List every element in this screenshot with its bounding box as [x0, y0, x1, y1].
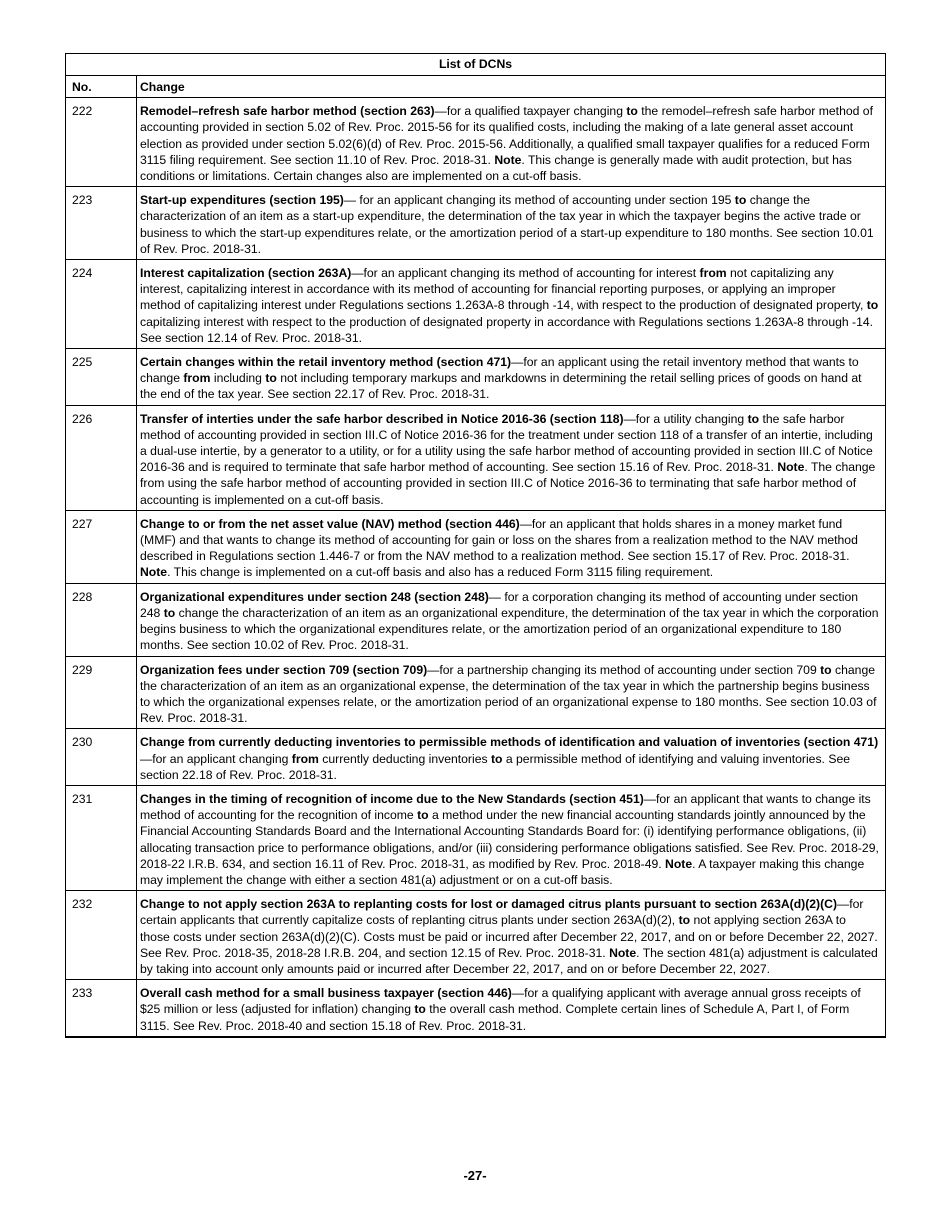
table-row: [66, 980, 886, 1037]
dcn-number: 225: [66, 349, 137, 406]
table-title-row: [66, 54, 886, 76]
bold-text: Note: [665, 856, 693, 871]
table-row: [66, 729, 886, 786]
dcn-number: 231: [66, 785, 137, 890]
dcn-change-description: [137, 260, 886, 349]
text-run: —for an applicant using the retail inventory method that wants to change: [140, 355, 859, 386]
page-number: -27-: [463, 1168, 487, 1183]
bold-text: Transfer of interties under the safe harbor described in Notice 2016-36 (section 118): [140, 411, 624, 426]
bold-text: from: [291, 751, 319, 766]
dcn-number: 228: [66, 583, 137, 656]
table-row: [66, 260, 886, 349]
dcn-number: 224: [66, 260, 137, 349]
dcn-change-description: [137, 785, 886, 890]
table-title: List of DCNs: [66, 54, 886, 76]
bold-text: Change from currently deducting inventories to permissible methods of identification and valuation of inventories (section 471): [140, 735, 879, 750]
text-run: change the characterization of an item as an organizational expenditure, the determination of the tax year in which the corporation begins business to which the organizational expenditures relate, or the amortization period of an organizational expenditure to 180 months. See section 10.02 of Rev. Proc. 2018-31.: [140, 605, 879, 653]
text-run: —for a qualified taxpayer changing: [434, 104, 627, 119]
bold-text: to: [747, 411, 760, 426]
bold-text: Change to not apply section 263A to replanting costs for lost or damaged citrus plants pursuant to section 263A(d)(2)(C): [140, 897, 838, 912]
column-header-change: Change: [137, 76, 886, 98]
dcn-change-description: [137, 349, 886, 406]
text-run: . A taxpayer making this change may implement the change with either a section 481(a) adjustment or on a cut-off basis.: [140, 856, 865, 887]
text-run: change the characterization of an item as a start-up expenditure, the determination of the tax year in which the taxpayer begins the active trade or business to which the start-up expenditures relate, or the amortization period of a start-up expenditure to 180 months. See section 10.01 of Rev. Proc. 2018-31.: [140, 193, 874, 256]
bold-text: to: [490, 751, 503, 766]
dcn-change-description: [137, 729, 886, 786]
bold-text: to: [265, 371, 277, 386]
bold-text: Note: [494, 152, 522, 167]
table-row: [66, 891, 886, 980]
dcn-number: 230: [66, 729, 137, 786]
text-run: the remodel–refresh safe harbor method of accounting provided in section 5.02 of Rev. Proc. 2015-56 for its qualified costs, including the making of a late general asset account election as provided under section 5.02(6)(d) of Rev. Proc. 2015-56. Additionally, a qualified small taxpayer qualifies for a reduced Form 3115 filing requirement. See section 11.10 of Rev. Proc. 2018-31.: [140, 104, 873, 167]
table-row: [66, 583, 886, 656]
bold-text: Note: [140, 565, 168, 580]
text-run: not including temporary markups and markdowns in determining the retail selling prices of goods on hand at the end of the tax year. See section 22.17 of Rev. Proc. 2018-31.: [140, 371, 862, 402]
document-page: [65, 53, 885, 1038]
text-run: the safe harbor method of accounting provided in section III.C of Notice 2016-36 for the treatment under section 118 of a transfer of an intertie, including a dual-use intertie, by a generator to a utility, or for a utility using the safe harbor method of accounting provided in section III.C of Notice 2016-36 and is required to terminate that safe harbor method of accounting. See section 15.16 of Rev. Proc. 2018-31.: [140, 411, 873, 475]
bold-text: to: [163, 605, 176, 620]
bold-text: to: [734, 193, 747, 208]
text-run: —for certain applicants that currently capitalize costs of replanting citrus plants under section 263A(d)(2),: [140, 897, 864, 928]
dcn-number: 227: [66, 510, 137, 583]
table-row: [66, 785, 886, 890]
table-header-row: [66, 76, 886, 98]
bold-text: from: [699, 266, 727, 281]
text-run: — for an applicant changing its method of accounting under section 195: [343, 193, 735, 208]
text-run: —for a qualifying applicant with average annual gross receipts of $25 million or less (adjusted for inflation) changing: [140, 986, 861, 1017]
table-row: [66, 656, 886, 729]
bold-text: Interest capitalization (section 263A): [140, 266, 352, 281]
column-header-no: No.: [66, 76, 137, 98]
dcn-number: 226: [66, 405, 137, 510]
text-run: not applying section 263A to those costs under section 263A(d)(2)(C). Costs must be paid or incurred after December 22, 2017, and on or before December 22, 2027. See Rev. Proc. 2018-35, 2018-28 I.R.B. 204, and section 12.15 of Rev. Proc. 2018-31.: [140, 913, 878, 960]
text-run: —for a utility changing: [623, 411, 748, 426]
bold-text: to: [417, 808, 429, 823]
text-run: currently deducting inventories: [318, 751, 491, 766]
bold-text: to: [414, 1002, 426, 1017]
dcn-change-description: [137, 405, 886, 510]
bold-text: Remodel–refresh safe harbor method (section 263): [140, 104, 435, 119]
table-row: [66, 187, 886, 260]
text-run: not capitalizing any interest, capitalizing interest in accordance with its method of accounting for financial reporting purposes, or applying an improper method of capitalizing interest under Regulations sections 1.263A-8 through -14, with respect to the production of designated property,: [140, 266, 867, 313]
bold-text: Note: [609, 945, 637, 960]
dcn-change-description: [137, 187, 886, 260]
text-run: . This change is generally made with audit protection, but has conditions or limitations. Certain changes also are implemented on a cut-off basis.: [140, 152, 852, 184]
dcn-change-description: [137, 891, 886, 980]
bold-text: Change to or from the net asset value (NAV) method (section 446): [140, 516, 520, 531]
table-row: [66, 405, 886, 510]
bold-text: to: [866, 298, 879, 313]
bold-text: Changes in the timing of recognition of income due to the New Standards (section 451): [140, 791, 644, 806]
text-run: including: [210, 371, 266, 386]
table-row: [66, 510, 886, 583]
text-run: . This change is implemented on a cut-off basis and also has a reduced Form 3115 filing requirement.: [167, 565, 714, 580]
bold-text: to: [678, 913, 691, 928]
table-body: [66, 98, 886, 1037]
table-row: [66, 98, 886, 187]
text-run: —for an applicant that wants to change its method of accounting for the recognition of income: [140, 791, 871, 823]
dcn-change-description: [137, 510, 886, 583]
text-run: a permissible method of identifying and valuing inventories. See section 22.18 of Rev. Proc. 2018-31.: [140, 751, 851, 782]
text-run: . The change from using the safe harbor method of accounting provided in section III.C of Notice 2016-36 to terminating that safe harbor method of accounting is implemented on a cut-off basis.: [140, 460, 876, 507]
bold-text: from: [183, 371, 211, 386]
bold-text: Overall cash method for a small business taxpayer (section 446): [140, 986, 512, 1001]
text-run: —for an applicant changing: [140, 751, 292, 766]
bold-text: Certain changes within the retail inventory method (section 471): [140, 355, 512, 370]
text-run: —for an applicant changing its method of accounting for interest: [351, 266, 700, 281]
bold-text: Organizational expenditures under section 248 (section 248): [140, 589, 489, 604]
dcn-change-description: [137, 583, 886, 656]
text-run: —for an applicant that holds shares in a money market fund (MMF) and that wants to change its method of accounting for gain or loss on the shares from a realization method to the NAV method described in Regulations section 1.446-7 or from the NAV method to a realization method. See section 15.17 of Rev. Proc. 2018-31.: [140, 516, 858, 564]
text-run: —for a partnership changing its method of accounting under section 709: [427, 662, 821, 677]
dcn-number: 223: [66, 187, 137, 260]
dcn-number: 233: [66, 980, 137, 1037]
dcn-change-description: [137, 98, 886, 187]
bold-text: to: [626, 104, 638, 119]
text-run: capitalizing interest with respect to the production of designated property in accordance with Regulations sections 1.263A-8 through -14. See section 12.14 of Rev. Proc. 2018-31.: [140, 314, 874, 345]
dcn-number: 232: [66, 891, 137, 980]
bold-text: Start-up expenditures (section 195): [140, 193, 344, 208]
bold-text: Organization fees under section 709 (section 709): [140, 662, 428, 677]
dcn-change-description: [137, 656, 886, 729]
dcn-number: 229: [66, 656, 137, 729]
text-run: change the characterization of an item as an organizational expense, the determination of the tax year in which the partnership begins business to which the organizational expenses relate, or the amortization period of an organizational expense to 180 months. See section 10.03 of Rev. Proc. 2018-31.: [140, 662, 877, 726]
text-run: a method under the new financial accounting standards jointly announced by the Financial Accounting Standards Board and the International Accounting Standards Board for: (i) identifying performance obligations, (ii) allocating transaction price to performance obligations, and/or (iii) considering performance obligations satisfied. See Rev. Proc. 2018-29, 2018-22 I.R.B. 634, and section 16.11 of Rev. Proc. 2018-31, as modified by Rev. Proc. 2018-49.: [140, 808, 879, 871]
bold-text: Note: [777, 460, 805, 475]
table-row: [66, 349, 886, 406]
dcn-table: [65, 53, 886, 1038]
text-run: the overall cash method. Complete certain lines of Schedule A, Part I, of Form 3115. See Rev. Proc. 2018-40 and section 15.18 of Rev. Proc. 2018-31.: [140, 1002, 850, 1033]
text-run: — for a corporation changing its method of accounting under section 248: [140, 589, 859, 620]
text-run: . The section 481(a) adjustment is calculated by taking into account only amounts paid or incurred after December 22, 2017, and on or before December 22, 2027.: [140, 945, 878, 976]
bold-text: to: [820, 662, 832, 677]
dcn-number: 222: [66, 98, 137, 187]
dcn-change-description: [137, 980, 886, 1037]
